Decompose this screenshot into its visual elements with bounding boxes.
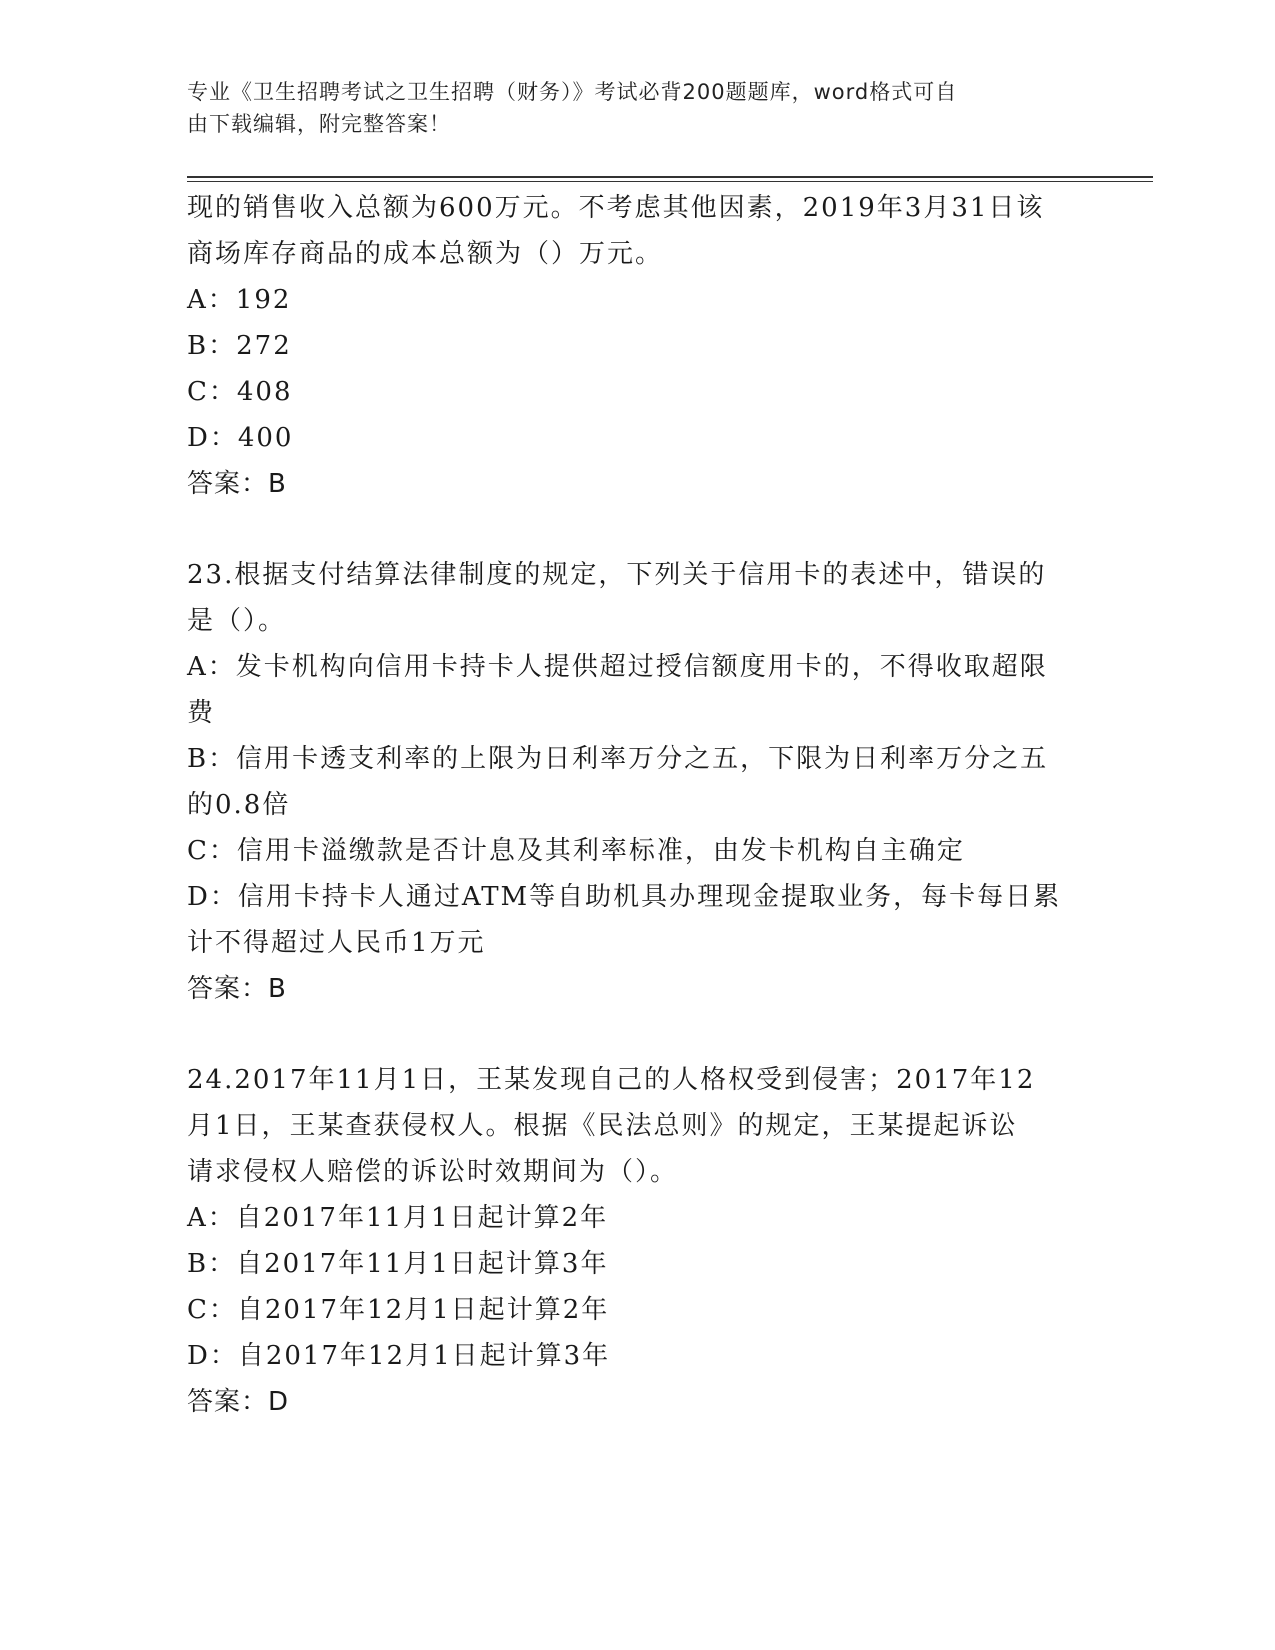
document-body [187, 185, 1087, 1425]
option-d: D：信用卡持卡人通过ATM等自助机具办理现金提取业务，每卡每日累 [187, 882, 1062, 912]
option-c: C：信用卡溢缴款是否计息及其利率标准，由发卡机构自主确定 [187, 836, 965, 866]
question-stem-line: 24.2017年11月1日，王某发现自己的人格权受到侵害；2017年12 [187, 1065, 1036, 1095]
question-stem-line: 23.根据支付结算法律制度的规定，下列关于信用卡的表述中，错误的 [187, 560, 1047, 590]
question-stem-line: 是（）。 [187, 606, 287, 636]
answer-line: 答案：D [187, 1387, 290, 1417]
question-stem-line: 月1日，王某查获侵权人。根据《民法总则》的规定，王某提起诉讼 [187, 1111, 1018, 1141]
spacer [187, 507, 1087, 552]
question-22 [187, 185, 1087, 507]
option-b: B：信用卡透支利率的上限为日利率万分之五，下限为日利率万分之五 [187, 744, 1049, 774]
option-d: D：自2017年12月1日起计算3年 [187, 1341, 611, 1371]
option-b-continued: 的0.8倍 [187, 790, 291, 820]
header-divider-thin [187, 181, 1153, 182]
header-title-line-1: 专业《卫生招聘考试之卫生招聘（财务）》考试必背200题题库，word格式可自 [187, 80, 958, 104]
question-23 [187, 552, 1087, 1012]
option-a: A：自2017年11月1日起计算2年 [187, 1203, 609, 1233]
document-header [187, 76, 1077, 140]
option-a: A：192 [187, 285, 292, 315]
answer-line: 答案：B [187, 469, 287, 499]
spacer [187, 1012, 1087, 1057]
header-divider-thick [187, 176, 1153, 178]
question-stem-line: 现的销售收入总额为600万元。不考虑其他因素，2019年3月31日该 [187, 193, 1045, 223]
option-d: D：400 [187, 423, 294, 453]
option-c: C：自2017年12月1日起计算2年 [187, 1295, 610, 1325]
question-stem-line: 商场库存商品的成本总额为（）万元。 [187, 239, 664, 269]
option-d-continued: 计不得超过人民币1万元 [187, 928, 486, 958]
question-stem-line: 请求侵权人赔偿的诉讼时效期间为（）。 [187, 1157, 679, 1187]
option-b: B：272 [187, 331, 292, 361]
option-a: A：发卡机构向信用卡持卡人提供超过授信额度用卡的，不得收取超限 [187, 652, 1048, 682]
option-c: C：408 [187, 377, 293, 407]
header-title-line-2: 由下载编辑，附完整答案！ [187, 112, 451, 136]
answer-line: 答案：B [187, 974, 287, 1004]
option-a-continued: 费 [187, 698, 216, 728]
question-24 [187, 1057, 1087, 1425]
option-b: B：自2017年11月1日起计算3年 [187, 1249, 609, 1279]
